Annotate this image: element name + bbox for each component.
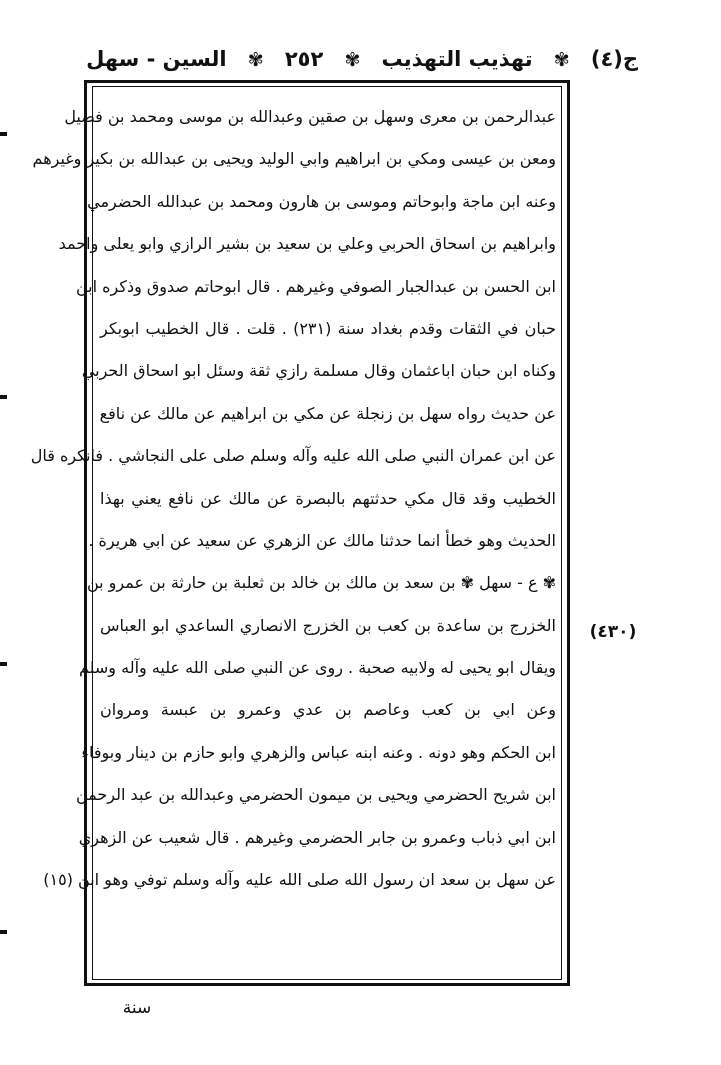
text-line: عن ابن عمران النبي صلى الله عليه وآله وسلم صلى على النجاشي . فانكره قال bbox=[30, 446, 556, 466]
text-line: ومعن بن عيسى ومكي بن ابراهيم وابي الوليد ويحيى بن عبدالله بن بكير وغيرهم bbox=[32, 149, 556, 169]
left-edge-mark bbox=[0, 132, 7, 136]
text-line: عن سهل بن سعد ان رسول الله صلى الله عليه وآله وسلم توفي وهو ابن (١٥) bbox=[43, 870, 556, 890]
text-line: وكناه ابن حبان اباعثمان وقال مسلمة رازي ثقة وسئل ابو اسحاق الحربي bbox=[81, 361, 556, 381]
text-line: ويقال ابو يحيى له ولابيه صحبة . روى عن النبي صلى الله عليه وآله وسلم bbox=[78, 658, 556, 678]
catchword: سنة bbox=[122, 998, 152, 1018]
volume-label: ج(٤) bbox=[590, 47, 638, 71]
entry-heading-line: ✾ ع - سهل ✾ بن سعد بن مالك بن خالد بن ثعلبة بن حارثة بن عمرو بن bbox=[86, 573, 556, 593]
text-line: الحديث وهو خطأ انما حدثنا مالك عن الزهري عن سعيد عن ابي هريرة . bbox=[88, 530, 556, 550]
page-header bbox=[86, 38, 638, 80]
text-line: عن حديث رواه سهل بن زنجلة عن مكي بن ابراهيم عن مالك عن نافع bbox=[99, 403, 556, 423]
main-text bbox=[30, 96, 556, 976]
ornament-flower-icon: ✾ bbox=[247, 49, 264, 71]
ornament-flower-icon: ✾ bbox=[344, 49, 361, 71]
text-line: حبان في الثقات وقدم بغداد سنة (٢٣١) . قلت . قال الخطيب ابوبكر bbox=[100, 318, 556, 338]
section-title: السين - سهل bbox=[86, 47, 227, 71]
text-line: الخطيب وقد قال مكي حدثتهم بالبصرة عن مالك عن نافع يعني بهذا bbox=[100, 488, 556, 508]
left-edge-mark bbox=[0, 930, 7, 934]
text-line: ابن ابي ذباب وعمرو بن جابر الحضرمي وغيرهم . قال شعيب عن الزهري bbox=[78, 827, 556, 847]
text-line: عبدالرحمن بن معرى وسهل بن صقين وعبدالله بن موسى ومحمد بن فضيل bbox=[64, 107, 556, 126]
text-line: ابن شريح الحضرمي ويحيى بن ميمون الحضرمي وعبدالله بن عبد الرحمن bbox=[75, 785, 556, 805]
text-line: وعن ابي بن كعب وعاصم بن عدي وعمرو بن عبسة ومروان bbox=[100, 700, 556, 720]
book-title: تهذيب التهذيب bbox=[381, 47, 533, 71]
margin-entry-number: (٤٣٠) bbox=[589, 622, 637, 642]
left-edge-mark bbox=[0, 395, 7, 399]
ornament-flower-icon: ✾ bbox=[553, 49, 570, 71]
text-line: ابن الحكم وهو دونه . وعنه ابنه عباس والزهري وابو حازم بن دينار وبوفاء bbox=[81, 742, 556, 762]
text-line: وعنه ابن ماجة وابوحاتم وموسى بن هارون ومحمد بن عبدالله الحضرمي bbox=[87, 191, 556, 211]
text-line: ابن الحسن بن عبدالجبار الصوفي وغيرهم . قال ابوحاتم صدوق وذكره ابن bbox=[75, 276, 556, 296]
page-number: ٢٥٢ bbox=[284, 47, 324, 71]
text-line: وابراهيم بن اسحاق الحربي وعلي بن سعيد بن بشير الرازي وابو يعلى واحمد bbox=[58, 234, 556, 254]
text-line: الخزرج بن ساعدة بن كعب بن الخزرج الانصاري الساعدي ابو العباس bbox=[100, 615, 556, 635]
left-edge-mark bbox=[0, 662, 7, 666]
